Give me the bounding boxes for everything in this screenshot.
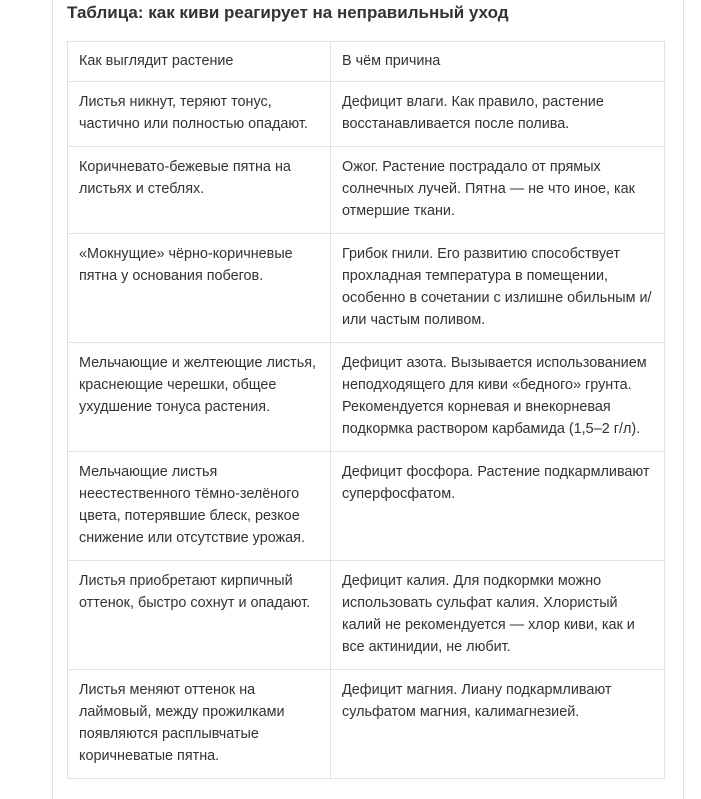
table-cell: Дефицит магния. Лиану подкармливают сульфатом магния, калимагнезией. — [331, 670, 665, 779]
table-cell: Мельчающие и желтеющие листья, краснеющие черешки, общее ухудшение тонуса растения. — [68, 343, 331, 452]
column-header: Как выглядит растение — [68, 42, 331, 82]
table-cell: Грибок гнили. Его развитию способствует прохладная температура в помещении, особенно в сочетании с излишне обильным и/или частым поливом. — [331, 234, 665, 343]
page-title: Таблица: как киви реагирует на неправильный уход — [67, 3, 509, 22]
table-cell: Дефицит калия. Для подкормки можно использовать сульфат калия. Хлористый калий не рекомендуется — хлор киви, как и все актинидии, не любит. — [331, 561, 665, 670]
table-cell: Листья меняют оттенок на лаймовый, между прожилками появляются расплывчатые коричневатые пятна. — [68, 670, 331, 779]
table-cell: Листья приобретают кирпичный оттенок, быстро сохнут и опадают. — [68, 561, 331, 670]
table-row — [68, 234, 665, 343]
table-cell: Дефицит фосфора. Растение подкармливают суперфосфатом. — [331, 452, 665, 561]
table-cell: Листья никнут, теряют тонус, частично или полностью опадают. — [68, 82, 331, 147]
table-row — [68, 147, 665, 234]
table-cell: Ожог. Растение пострадало от прямых солнечных лучей. Пятна — не что иное, как отмершие ткани. — [331, 147, 665, 234]
care-table — [67, 41, 665, 779]
column-header: В чём причина — [331, 42, 665, 82]
table-row — [68, 561, 665, 670]
table-cell: Дефицит влаги. Как правило, растение восстанавливается после полива. — [331, 82, 665, 147]
table-row — [68, 343, 665, 452]
table-row — [68, 452, 665, 561]
table-cell: Мельчающие листья неестественного тёмно-зелёного цвета, потерявшие блеск, резкое снижение или отсутствие урожая. — [68, 452, 331, 561]
table-row — [68, 670, 665, 779]
table-cell: Дефицит азота. Вызывается использованием неподходящего для киви «бедного» грунта. Рекомендуется корневая и внекорневая подкормка раствором карбамида (1,5–2 г/л). — [331, 343, 665, 452]
table-cell: Коричневато-бежевые пятна на листьях и стеблях. — [68, 147, 331, 234]
table-cell: «Мокнущие» чёрно-коричневые пятна у основания побегов. — [68, 234, 331, 343]
table-header-row — [68, 42, 665, 82]
table-row — [68, 82, 665, 147]
